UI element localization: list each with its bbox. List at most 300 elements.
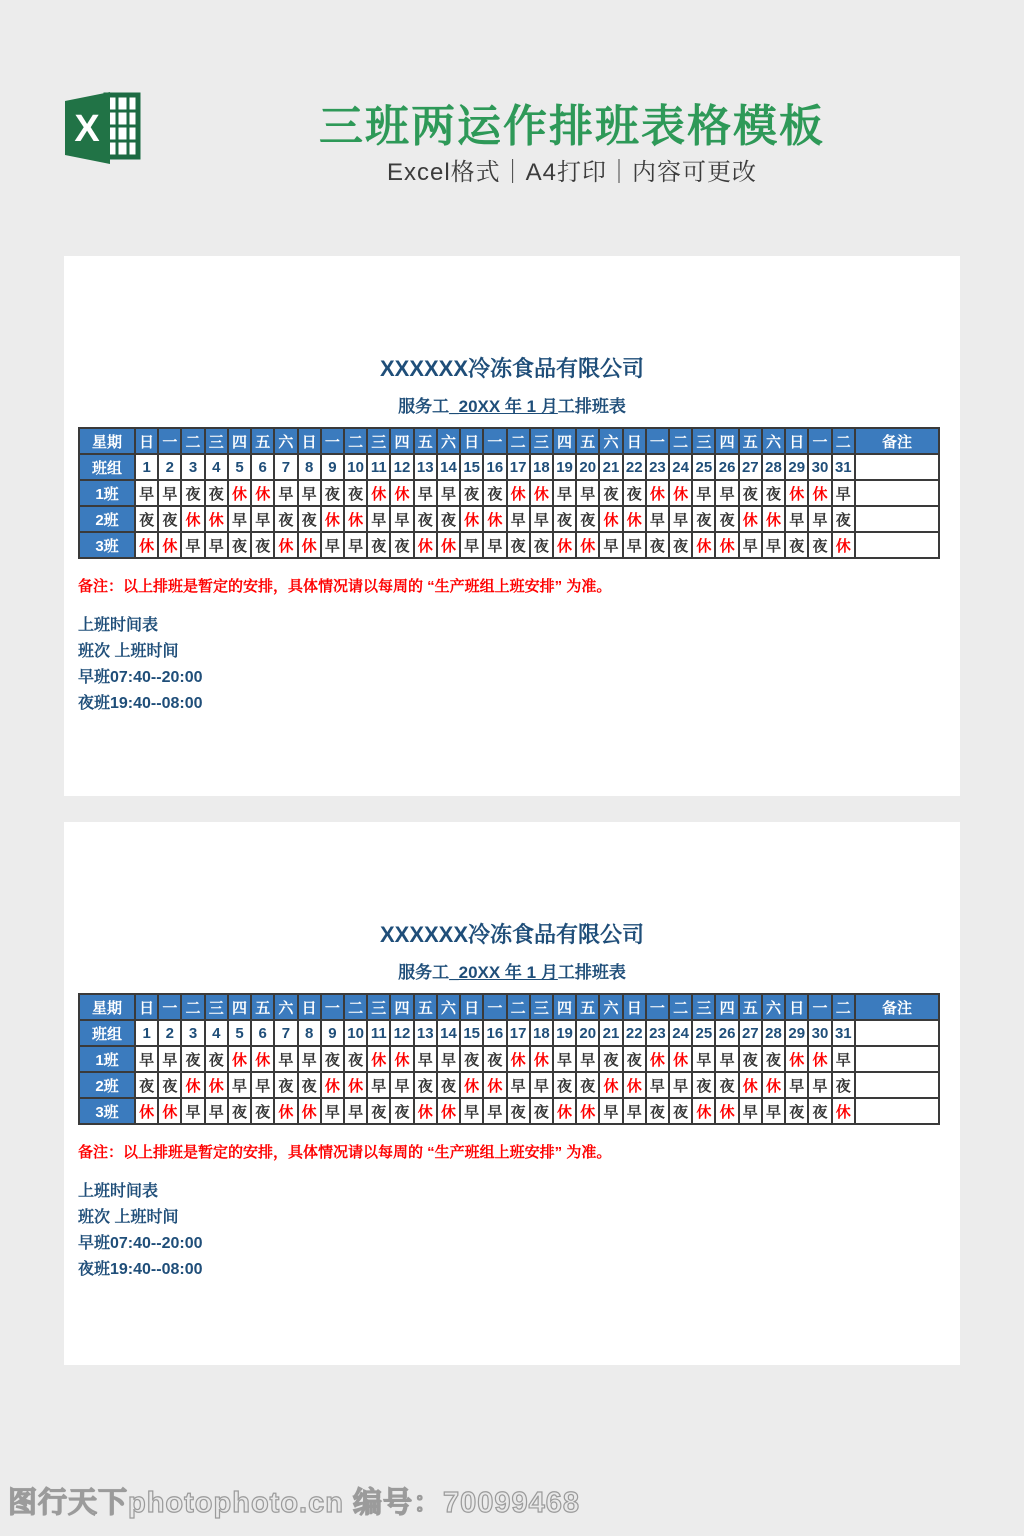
day-number: 25 <box>692 1020 715 1046</box>
shift-cell: 早 <box>158 480 181 506</box>
period-underlined: _20XX 年 1 月 <box>449 963 558 982</box>
day-number: 23 <box>646 1020 669 1046</box>
weekday-header: 日 <box>785 994 808 1020</box>
day-number: 10 <box>344 454 367 480</box>
shift-cell: 夜 <box>390 532 413 558</box>
weekday-header: 一 <box>483 428 506 454</box>
schedule-preview-panel-1 <box>64 256 960 796</box>
weekday-header: 六 <box>762 428 785 454</box>
day-number: 21 <box>599 454 622 480</box>
shift-cell: 早 <box>135 480 158 506</box>
day-number: 14 <box>437 1020 460 1046</box>
weekday-header: 六 <box>762 994 785 1020</box>
weekday-header: 六 <box>274 994 297 1020</box>
shift-cell: 休 <box>576 1098 599 1124</box>
shift-cell: 夜 <box>321 1046 344 1072</box>
day-number: 27 <box>739 1020 762 1046</box>
shift-cell: 早 <box>739 532 762 558</box>
weekday-header: 五 <box>251 428 274 454</box>
weekday-header: 三 <box>205 428 228 454</box>
shift-cell: 夜 <box>808 532 831 558</box>
shift-cell: 休 <box>507 480 530 506</box>
shift-cell: 夜 <box>135 1072 158 1098</box>
shift-cell: 早 <box>135 1046 158 1072</box>
weekday-header: 六 <box>437 994 460 1020</box>
shift-cell: 夜 <box>460 480 483 506</box>
shift-cell: 早 <box>437 1046 460 1072</box>
shift-cell: 夜 <box>669 532 692 558</box>
shift-cell: 休 <box>298 532 321 558</box>
shift-cell: 早 <box>228 1072 251 1098</box>
weekday-header: 日 <box>623 994 646 1020</box>
shift-cell: 早 <box>414 480 437 506</box>
weekday-header: 六 <box>437 428 460 454</box>
weekday-header: 四 <box>553 428 576 454</box>
shift-cell: 休 <box>785 1046 808 1072</box>
shift-cell: 早 <box>530 506 553 532</box>
day-number: 17 <box>507 454 530 480</box>
shift-cell: 夜 <box>274 1072 297 1098</box>
weekday-header: 五 <box>414 428 437 454</box>
shift-cell: 早 <box>367 1072 390 1098</box>
shift-row-label: 2班 <box>79 506 135 532</box>
shift-cell: 夜 <box>785 532 808 558</box>
day-number: 15 <box>460 454 483 480</box>
shift-cell: 早 <box>623 532 646 558</box>
shift-cell: 休 <box>344 1072 367 1098</box>
shift-cell: 休 <box>483 1072 506 1098</box>
day-number: 18 <box>530 1020 553 1046</box>
shift-cell: 夜 <box>762 1046 785 1072</box>
shift-cell: 休 <box>808 1046 831 1072</box>
company-title: XXXXXX冷冻食品有限公司 <box>379 356 645 381</box>
shift-cell: 休 <box>460 506 483 532</box>
shift-cell: 夜 <box>228 1098 251 1124</box>
company-title: XXXXXX冷冻食品有限公司 <box>379 922 645 947</box>
shift-cell: 夜 <box>530 1098 553 1124</box>
weekday-header: 日 <box>135 994 158 1020</box>
shift-cell: 早 <box>832 1046 855 1072</box>
weekday-header: 四 <box>715 994 738 1020</box>
shift-cell: 夜 <box>437 506 460 532</box>
shift-cell: 早 <box>205 532 228 558</box>
remark-cell <box>855 1020 939 1046</box>
day-number: 18 <box>530 454 553 480</box>
weekday-header: 二 <box>507 994 530 1020</box>
shift-cell: 休 <box>646 1046 669 1072</box>
weekday-header: 日 <box>460 428 483 454</box>
group-header: 班组 <box>79 454 135 480</box>
timetable-title: 上班时间表 <box>78 1183 159 1200</box>
shift-cell: 夜 <box>228 532 251 558</box>
weekday-corner-header: 星期 <box>79 994 135 1020</box>
shift-cell: 夜 <box>414 1072 437 1098</box>
period-underlined: _20XX 年 1 月 <box>449 397 558 416</box>
shift-cell: 早 <box>321 532 344 558</box>
weekday-header: 三 <box>367 994 390 1020</box>
weekday-header: 三 <box>692 428 715 454</box>
group-header: 班组 <box>79 1020 135 1046</box>
shift-cell: 休 <box>181 506 204 532</box>
svg-text:X: X <box>74 108 100 150</box>
weekday-header: 日 <box>298 428 321 454</box>
weekday-header: 四 <box>715 428 738 454</box>
shift-cell: 夜 <box>251 532 274 558</box>
shift-cell: 夜 <box>251 1098 274 1124</box>
weekday-header: 六 <box>599 994 622 1020</box>
shift-cell: 早 <box>205 1098 228 1124</box>
shift-cell: 夜 <box>715 1072 738 1098</box>
shift-cell: 夜 <box>344 480 367 506</box>
shift-cell: 夜 <box>739 480 762 506</box>
shift-cell: 夜 <box>669 1098 692 1124</box>
shift-cell: 休 <box>715 1098 738 1124</box>
shift-cell: 早 <box>251 506 274 532</box>
day-number: 16 <box>483 1020 506 1046</box>
shift-cell: 早 <box>344 1098 367 1124</box>
weekday-header: 一 <box>808 428 831 454</box>
shift-cell: 休 <box>669 480 692 506</box>
shift-cell: 夜 <box>507 532 530 558</box>
shift-cell: 休 <box>228 1046 251 1072</box>
day-number: 3 <box>181 1020 204 1046</box>
day-number: 22 <box>623 1020 646 1046</box>
shift-cell: 休 <box>181 1072 204 1098</box>
weekday-header: 一 <box>321 428 344 454</box>
timetable-title: 上班时间表 <box>78 617 159 634</box>
shift-cell: 夜 <box>298 506 321 532</box>
shift-cell: 早 <box>298 1046 321 1072</box>
weekday-header: 日 <box>298 994 321 1020</box>
period-suffix: 工排班表 <box>557 963 626 982</box>
shift-cell: 夜 <box>321 480 344 506</box>
shift-cell: 夜 <box>367 1098 390 1124</box>
weekday-header: 一 <box>483 994 506 1020</box>
shift-cell: 休 <box>274 532 297 558</box>
weekday-corner-header: 星期 <box>79 428 135 454</box>
shift-cell: 休 <box>344 506 367 532</box>
shift-cell: 早 <box>739 1098 762 1124</box>
shift-cell: 休 <box>135 1098 158 1124</box>
shift-cell: 休 <box>762 506 785 532</box>
watermark-text: 图行天下photophoto.cn 编号：70099468 <box>8 1487 581 1519</box>
timetable-morning: 早班07:40--20:00 <box>78 1235 203 1252</box>
day-number: 7 <box>274 1020 297 1046</box>
day-number: 20 <box>576 454 599 480</box>
shift-cell: 夜 <box>832 506 855 532</box>
weekday-header: 二 <box>669 994 692 1020</box>
remark-header: 备注 <box>855 428 939 454</box>
shift-cell: 休 <box>669 1046 692 1072</box>
shift-cell: 休 <box>437 532 460 558</box>
weekday-header: 三 <box>205 994 228 1020</box>
shift-cell: 休 <box>414 1098 437 1124</box>
shift-cell: 夜 <box>715 506 738 532</box>
day-number: 28 <box>762 1020 785 1046</box>
weekday-header: 四 <box>390 428 413 454</box>
shift-cell: 夜 <box>530 532 553 558</box>
day-number: 19 <box>553 1020 576 1046</box>
day-number: 6 <box>251 454 274 480</box>
weekday-header: 六 <box>599 428 622 454</box>
shift-cell: 早 <box>483 1098 506 1124</box>
weekday-header: 五 <box>576 428 599 454</box>
weekday-header: 二 <box>344 428 367 454</box>
shift-cell: 休 <box>205 506 228 532</box>
day-number: 31 <box>832 1020 855 1046</box>
sheet-period-line <box>64 392 960 417</box>
weekday-header: 一 <box>321 994 344 1020</box>
shift-cell: 早 <box>321 1098 344 1124</box>
shift-cell: 早 <box>599 1098 622 1124</box>
shift-cell: 休 <box>390 1046 413 1072</box>
day-number: 8 <box>298 1020 321 1046</box>
shift-cell: 夜 <box>205 1046 228 1072</box>
shift-cell: 夜 <box>553 506 576 532</box>
shift-cell: 休 <box>251 480 274 506</box>
shift-cell: 夜 <box>205 480 228 506</box>
shift-row-label: 3班 <box>79 1098 135 1124</box>
shift-cell: 休 <box>692 532 715 558</box>
shift-cell: 早 <box>669 1072 692 1098</box>
timetable-morning: 早班07:40--20:00 <box>78 669 203 686</box>
shift-cell: 早 <box>367 506 390 532</box>
shift-cell: 早 <box>390 506 413 532</box>
shift-cell: 早 <box>460 532 483 558</box>
shift-cell: 夜 <box>135 506 158 532</box>
shift-cell: 休 <box>808 480 831 506</box>
shift-cell: 早 <box>274 480 297 506</box>
remark-cell <box>855 506 939 532</box>
shift-row-label: 3班 <box>79 532 135 558</box>
weekday-header: 二 <box>669 428 692 454</box>
shift-cell: 夜 <box>762 480 785 506</box>
shift-cell: 休 <box>390 480 413 506</box>
day-number: 22 <box>623 454 646 480</box>
day-number: 7 <box>274 454 297 480</box>
weekday-header: 六 <box>274 428 297 454</box>
shift-cell: 早 <box>507 506 530 532</box>
weekday-header: 二 <box>181 994 204 1020</box>
shift-cell: 早 <box>785 506 808 532</box>
remark-cell <box>855 454 939 480</box>
day-number: 4 <box>205 1020 228 1046</box>
sheet-period-line <box>64 958 960 983</box>
shift-cell: 休 <box>251 1046 274 1072</box>
shift-cell: 早 <box>832 480 855 506</box>
shift-cell: 休 <box>623 506 646 532</box>
weekday-header: 一 <box>808 994 831 1020</box>
shift-cell: 早 <box>762 532 785 558</box>
schedule-table <box>78 427 940 559</box>
day-number: 1 <box>135 1020 158 1046</box>
shift-cell: 早 <box>808 506 831 532</box>
day-number: 24 <box>669 454 692 480</box>
shift-cell: 夜 <box>692 1072 715 1098</box>
shift-cell: 早 <box>715 480 738 506</box>
weekday-header: 二 <box>507 428 530 454</box>
shift-cell: 早 <box>808 1072 831 1098</box>
remark-cell <box>855 1046 939 1072</box>
shift-cell: 休 <box>437 1098 460 1124</box>
shift-cell: 早 <box>390 1072 413 1098</box>
shift-cell: 休 <box>507 1046 530 1072</box>
shift-cell: 早 <box>158 1046 181 1072</box>
weekday-header: 一 <box>158 994 181 1020</box>
shift-cell: 休 <box>832 532 855 558</box>
shift-cell: 夜 <box>832 1072 855 1098</box>
shift-cell: 早 <box>576 480 599 506</box>
timetable-columns: 班次 上班时间 <box>78 1209 179 1226</box>
shift-cell: 休 <box>530 1046 553 1072</box>
shift-cell: 休 <box>460 1072 483 1098</box>
shift-row-label: 1班 <box>79 1046 135 1072</box>
shift-cell: 夜 <box>181 480 204 506</box>
remark-cell <box>855 532 939 558</box>
day-number: 31 <box>832 454 855 480</box>
shift-cell: 早 <box>692 480 715 506</box>
period-prefix: 服务工 <box>398 397 450 416</box>
shift-cell: 夜 <box>808 1098 831 1124</box>
weekday-header: 一 <box>646 428 669 454</box>
day-number: 12 <box>390 1020 413 1046</box>
shift-cell: 休 <box>321 506 344 532</box>
day-number: 15 <box>460 1020 483 1046</box>
shift-cell: 早 <box>553 1046 576 1072</box>
remark-note: 备注：以上排班是暂定的安排，具体情况请以每周的 “生产班组上班安排” 为准。 <box>78 578 612 595</box>
weekday-header: 五 <box>414 994 437 1020</box>
weekday-header: 日 <box>135 428 158 454</box>
day-number: 16 <box>483 454 506 480</box>
weekday-header: 五 <box>739 994 762 1020</box>
shift-cell: 休 <box>298 1098 321 1124</box>
shift-cell: 夜 <box>507 1098 530 1124</box>
remark-note: 备注：以上排班是暂定的安排，具体情况请以每周的 “生产班组上班安排” 为准。 <box>78 1144 612 1161</box>
shift-cell: 休 <box>599 506 622 532</box>
day-number: 10 <box>344 1020 367 1046</box>
day-number: 24 <box>669 1020 692 1046</box>
shift-cell: 休 <box>367 1046 390 1072</box>
day-number: 29 <box>785 454 808 480</box>
day-number: 17 <box>507 1020 530 1046</box>
shift-cell: 夜 <box>576 1072 599 1098</box>
shift-cell: 夜 <box>414 506 437 532</box>
weekday-header: 二 <box>344 994 367 1020</box>
shift-cell: 休 <box>530 480 553 506</box>
weekday-header: 二 <box>832 994 855 1020</box>
day-number: 6 <box>251 1020 274 1046</box>
shift-cell: 夜 <box>344 1046 367 1072</box>
shift-cell: 早 <box>228 506 251 532</box>
shift-cell: 早 <box>298 480 321 506</box>
shift-cell: 早 <box>344 532 367 558</box>
shift-cell: 休 <box>739 506 762 532</box>
shift-cell: 早 <box>274 1046 297 1072</box>
day-number: 1 <box>135 454 158 480</box>
day-number: 30 <box>808 1020 831 1046</box>
day-number: 13 <box>414 454 437 480</box>
day-number: 27 <box>739 454 762 480</box>
shift-cell: 休 <box>832 1098 855 1124</box>
shift-cell: 早 <box>785 1072 808 1098</box>
shift-cell: 早 <box>251 1072 274 1098</box>
weekday-header: 日 <box>460 994 483 1020</box>
day-number: 8 <box>298 454 321 480</box>
shift-cell: 休 <box>762 1072 785 1098</box>
work-time-list <box>78 613 960 717</box>
weekday-header: 三 <box>367 428 390 454</box>
schedule-preview-panel-2 <box>64 822 960 1365</box>
timetable-columns: 班次 上班时间 <box>78 643 179 660</box>
shift-cell: 休 <box>414 532 437 558</box>
weekday-header: 四 <box>553 994 576 1020</box>
shift-cell: 休 <box>553 1098 576 1124</box>
shift-cell: 休 <box>158 1098 181 1124</box>
day-number: 13 <box>414 1020 437 1046</box>
shift-cell: 休 <box>483 506 506 532</box>
shift-cell: 夜 <box>158 1072 181 1098</box>
shift-cell: 休 <box>623 1072 646 1098</box>
weekday-header: 五 <box>251 994 274 1020</box>
shift-cell: 早 <box>646 1072 669 1098</box>
day-number: 2 <box>158 454 181 480</box>
day-number: 5 <box>228 1020 251 1046</box>
shift-cell: 早 <box>623 1098 646 1124</box>
weekday-header: 日 <box>785 428 808 454</box>
day-number: 20 <box>576 1020 599 1046</box>
shift-cell: 休 <box>367 480 390 506</box>
shift-cell: 夜 <box>483 480 506 506</box>
shift-cell: 早 <box>576 1046 599 1072</box>
shift-cell: 夜 <box>623 1046 646 1072</box>
shift-cell: 夜 <box>599 1046 622 1072</box>
page-title: 三班两运作排班表格模板 <box>319 102 825 151</box>
weekday-header: 五 <box>739 428 762 454</box>
day-number: 25 <box>692 454 715 480</box>
shift-cell: 早 <box>460 1098 483 1124</box>
shift-cell: 早 <box>181 1098 204 1124</box>
shift-cell: 休 <box>692 1098 715 1124</box>
shift-cell: 夜 <box>181 1046 204 1072</box>
shift-cell: 休 <box>274 1098 297 1124</box>
shift-cell: 夜 <box>274 506 297 532</box>
shift-cell: 休 <box>205 1072 228 1098</box>
shift-cell: 夜 <box>390 1098 413 1124</box>
shift-cell: 早 <box>507 1072 530 1098</box>
shift-cell: 夜 <box>785 1098 808 1124</box>
period-suffix: 工排班表 <box>557 397 626 416</box>
timetable-night: 夜班19:40--08:00 <box>78 695 203 712</box>
shift-cell: 夜 <box>460 1046 483 1072</box>
shift-cell: 夜 <box>367 532 390 558</box>
day-number: 26 <box>715 1020 738 1046</box>
shift-cell: 早 <box>437 480 460 506</box>
shift-cell: 早 <box>553 480 576 506</box>
weekday-header: 二 <box>832 428 855 454</box>
shift-cell: 早 <box>530 1072 553 1098</box>
shift-cell: 休 <box>785 480 808 506</box>
day-number: 14 <box>437 454 460 480</box>
weekday-header: 日 <box>623 428 646 454</box>
day-number: 21 <box>599 1020 622 1046</box>
shift-cell: 夜 <box>739 1046 762 1072</box>
weekday-header: 三 <box>530 428 553 454</box>
day-number: 12 <box>390 454 413 480</box>
shift-cell: 早 <box>646 506 669 532</box>
shift-cell: 休 <box>646 480 669 506</box>
shift-cell: 夜 <box>599 480 622 506</box>
work-time-list <box>78 1179 960 1283</box>
